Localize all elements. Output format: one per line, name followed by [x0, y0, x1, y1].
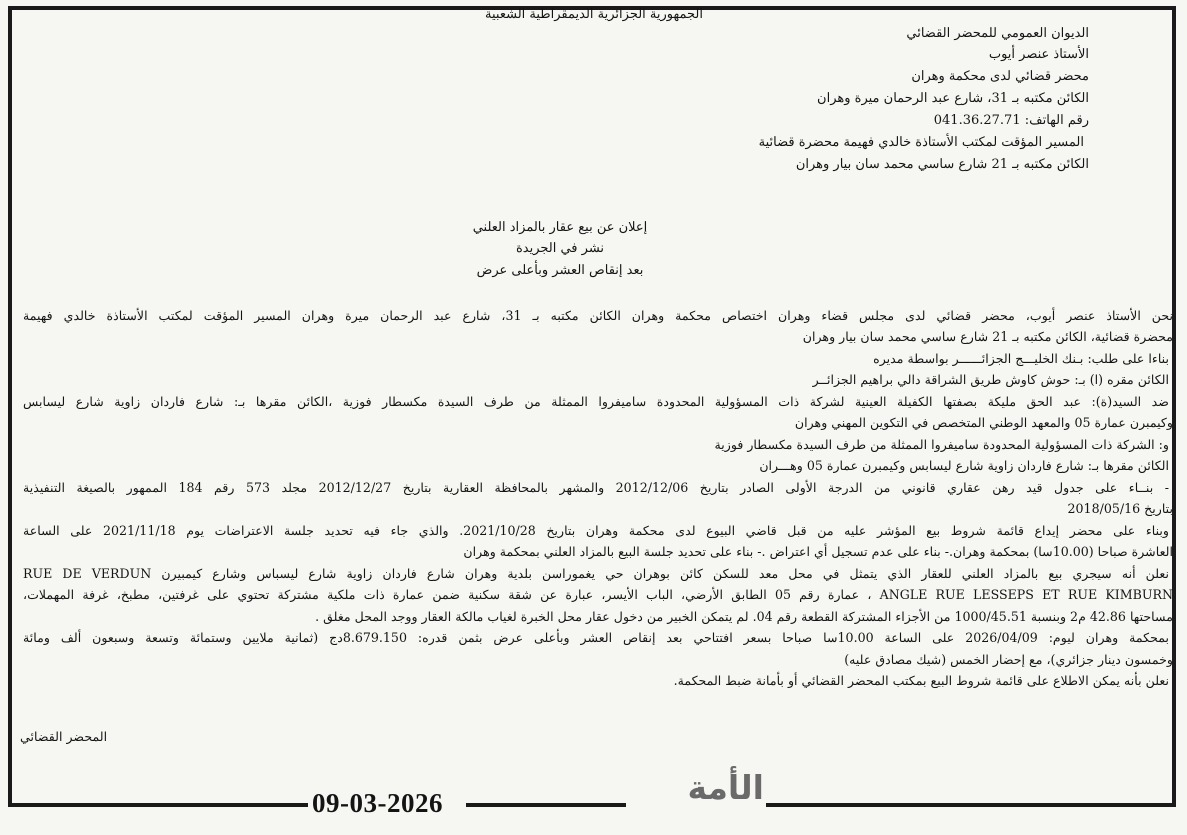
body-line: بناءا على طلب: بـنك الخليـــج الجزائــــــر بواسطة مديره: [873, 351, 1169, 366]
body-line: ضد السيد(ة): عبد الحق مليكة بصفتها الكفيلة العينية لشركة ذات المسؤولية المحدودة ساميفروا الممثلة من طرف السيدة مكسطار فوزية ،الكائن مقرها بـ: شارع فاردان زاوية شارع ليسابس: [23, 394, 1169, 409]
body-line: وبناء على محضر إيداع قائمة شروط بيع المؤشر عليه من قبل قاضي البيوع لدى محكمة وهران بتاريخ 2021/10/28. والذي جاء فيه تحديد جلسة الاعتراضات يوم 2021/11/18 على الساعة: [23, 523, 1169, 538]
body-line: بمحكمة وهران ليوم: 2026/04/09 على الساعة 10.00سا صباحا بسعر افتتاحي بعد إنقاص العشر وبأعلى عرض بثمن قدره: 8.679.150دج (ثمانية ملايين وستمائة وتسعة وسبعون ألف ومائة: [23, 630, 1170, 645]
body-line: العاشرة صباحا (10.00سا) بمحكمة وهران.- بناء على عدم تسجيل أي اعتراض .- بناء على تحديد جلسة البيع بالمزاد العلني بمحكمة وهران: [463, 544, 1173, 559]
body-line: محضرة قضائية، الكائن مكتبه بـ 21 شارع ساسي محمد سان بيار وهران: [802, 329, 1173, 344]
body-line: و: الشركة ذات المسؤولية المحدودة ساميفروا الممثلة من طرف السيدة مكسطار فوزية: [714, 437, 1169, 452]
notice-subtitle: نشر في الجريدة: [515, 241, 605, 256]
body-line: نعلن بأنه يمكن الاطلاع على قائمة شروط البيع بمكتب المحضر القضائي أو بأمانة ضبط المحكمة.: [673, 673, 1169, 688]
republic-heading: الجمهورية الجزائرية الديمقراطية الشعبية: [485, 7, 703, 22]
header-line: الديوان العمومي للمحضر القضائي: [906, 26, 1089, 41]
body-line: الكائن مقره (ا) بـ: حوش كاوش طريق الشراقة دالي براهيم الجزائــر: [812, 372, 1169, 387]
header-line: الكائن مكتبه بـ 31، شارع عبد الرحمان ميرة وهران: [817, 91, 1089, 106]
signature: المحضر القضائي: [20, 729, 108, 744]
divider: [8, 803, 308, 807]
body-line: وكيمبرن عمارة 05 والمعهد الوطني المتخصص في التكوين المهني وهران: [794, 415, 1173, 430]
divider: [466, 803, 626, 807]
publication-date: 09-03-2026: [312, 788, 443, 818]
newspaper-logo: [628, 768, 764, 812]
body-line: الكائن مقرها بـ: شارع فاردان زاوية شارع ليسابس وكيمبرن عمارة 05 وهـــران: [759, 458, 1169, 473]
notice-subtitle: بعد إنقاص العشر وبأعلى عرض: [476, 263, 644, 278]
divider: [766, 803, 1176, 807]
notice-title: إعلان عن بيع عقار بالمزاد العلني: [472, 220, 648, 235]
body-line: مساحتها 42.86 م2 وبنسبة 1000/45.51 من الأجزاء المشتركة القطعة رقم 04. لم يتمكن الخبير من دخول عقار محل الخبرة لغياب مالكة العقار ووجد المحل مغلق .: [315, 609, 1173, 624]
body-line: نحن الأستاذ عنصر أيوب، محضر قضائي لدى مجلس قضاء وهران اختصاص محكمة وهران الكائن مكتبه بـ 31، شارع عبد الرحمان ميرة وهران المسير المؤقت لمكتب الأستاذة خالدي فهيمة: [23, 308, 1173, 323]
body-line: ANGLE RUE LESSEPS ET RUE KIMBURN ، عمارة رقم 05 الطابق الأرضي، الباب الأيسر، عبارة عن شقة سكنية ضمن عمارة ذات ملكية مشتركة تحتوي على غرفتين، مطبخ، غرفة المهملات،: [23, 587, 1174, 602]
header-line: محضر قضائي لدى محكمة وهران: [911, 69, 1089, 84]
body-line: - بنــاء على جدول قيد رهن عقاري قانوني من الدرجة الأولى الصادر بتاريخ 2012/12/06 والمشهر بالمحافظة العقارية بتاريخ 2012/12/27 مجلد 573 رقم 184 الممهور بالصيغة التنفيذية: [23, 480, 1169, 495]
header-line: المسير المؤقت لمكتب الأستاذة خالدي فهيمة محضرة قضائية: [758, 135, 1084, 150]
header-line: الأستاذ عنصر أيوب: [988, 47, 1089, 62]
header-phone: رقم الهاتف: 041.36.27.71: [933, 113, 1089, 128]
body-line: بتاريخ 2018/05/16: [1067, 501, 1173, 516]
body-line: نعلن أنه سيجري بيع بالمزاد العلني للعقار الذي يتمثل في محل معد للسكن كائن بوهران حي يغموراسن بلدية وهران شارع فاردان زاوية شارع ليسباس وشارع كيمبيرن RUE DE VERDUN: [23, 566, 1169, 581]
newspaper-logo-text: الأمة: [687, 768, 764, 807]
body-line: وخمسون دينار جزائري)، مع إحضار الخمس (شيك مصادق عليه): [844, 652, 1173, 667]
header-line: الكائن مكتبه بـ 21 شارع ساسي محمد سان بيار وهران: [795, 157, 1089, 172]
